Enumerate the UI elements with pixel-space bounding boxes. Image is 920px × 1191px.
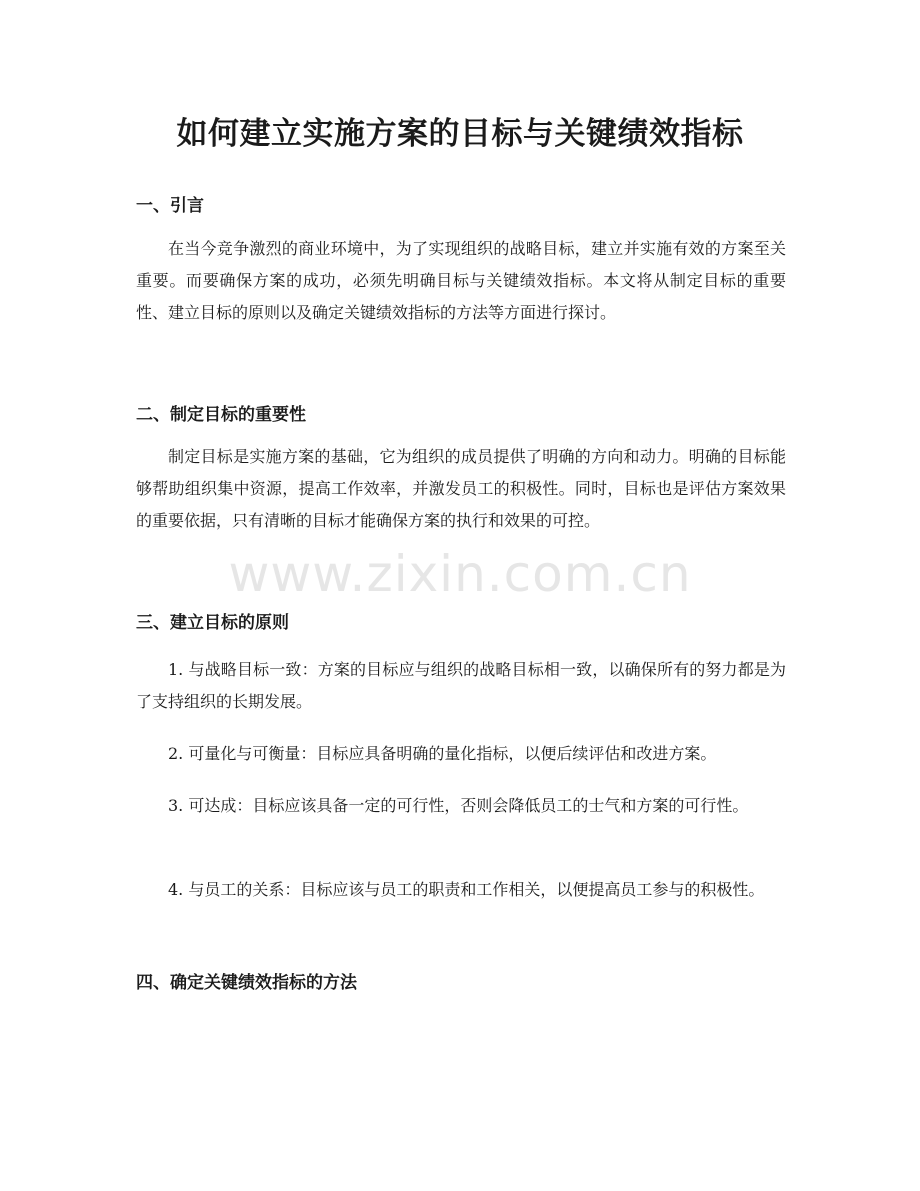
section-heading-importance: 二、制定目标的重要性 <box>136 405 306 425</box>
watermark: www.zixin.com.cn <box>228 545 692 603</box>
document-title: 如何建立实施方案的目标与关键绩效指标 <box>176 116 744 152</box>
principle-item-4: 4. 与员工的关系：目标应该与员工的职责和工作相关，以便提高员工参与的积极性。 <box>168 880 765 899</box>
section-heading-kpi-methods: 四、确定关键绩效指标的方法 <box>136 973 357 993</box>
principle-item-2: 2. 可量化与可衡量：目标应具备明确的量化指标，以便后续评估和改进方案。 <box>168 744 717 763</box>
principle-item-1: 1. 与战略目标一致：方案的目标应与组织的战略目标相一致，以确保所有的努力都是为了支持组织的长期发展。 <box>136 660 786 711</box>
section-heading-principles: 三、建立目标的原则 <box>136 613 289 633</box>
paragraph-importance: 制定目标是实施方案的基础，它为组织的成员提供了明确的方向和动力。明确的目标能够帮助组织集中资源，提高工作效率，并激发员工的积极性。同时，目标也是评估方案效果的重要依据，只有清晰的目标才能确保方案的执行和效果的可控。 <box>136 447 786 530</box>
paragraph-intro: 在当今竞争激烈的商业环境中，为了实现组织的战略目标，建立并实施有效的方案至关重要。而要确保方案的成功，必须先明确目标与关键绩效指标。本文将从制定目标的重要性、建立目标的原则以及确定关键绩效指标的方法等方面进行探讨。 <box>136 239 786 322</box>
section-heading-intro: 一、引言 <box>136 196 204 216</box>
principle-item-3: 3. 可达成：目标应该具备一定的可行性，否则会降低员工的士气和方案的可行性。 <box>168 796 749 815</box>
